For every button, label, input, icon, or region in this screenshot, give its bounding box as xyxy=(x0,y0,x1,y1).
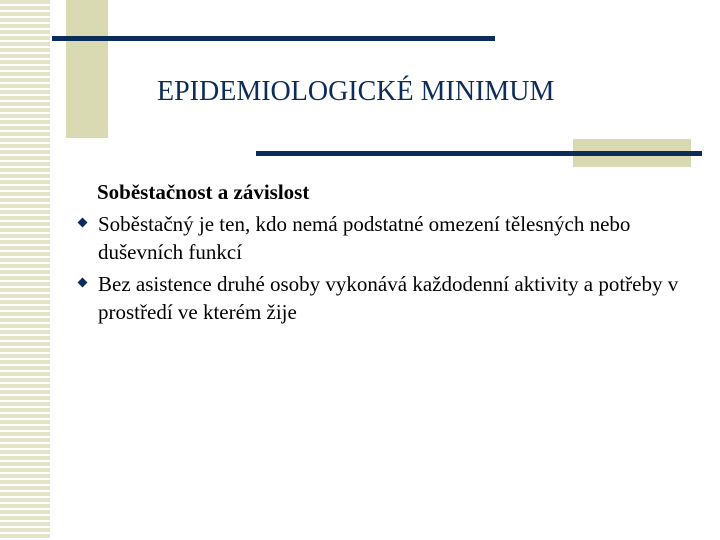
bullet-item xyxy=(76,210,686,266)
bullet-text: Bez asistence druhé osoby vykonává každodenní aktivity a potřeby v prostředí ve kterém žije xyxy=(98,272,679,324)
slide-title: EPIDEMIOLOGICKÉ MINIMUM xyxy=(157,76,555,107)
bullet-text: Soběstačný je ten, kdo nemá podstatné omezení tělesných nebo duševních funkcí xyxy=(98,212,631,264)
mid-title-rule xyxy=(256,151,702,156)
striped-margin-decoration xyxy=(0,0,50,540)
diamond-bullet-icon xyxy=(78,218,88,228)
top-title-rule xyxy=(52,36,495,41)
top-decor-block xyxy=(66,0,108,138)
bullet-item xyxy=(76,270,686,326)
slide-body xyxy=(76,178,686,330)
diamond-bullet-icon xyxy=(78,278,88,288)
slide-subheading: Soběstačnost a závislost xyxy=(97,180,310,204)
